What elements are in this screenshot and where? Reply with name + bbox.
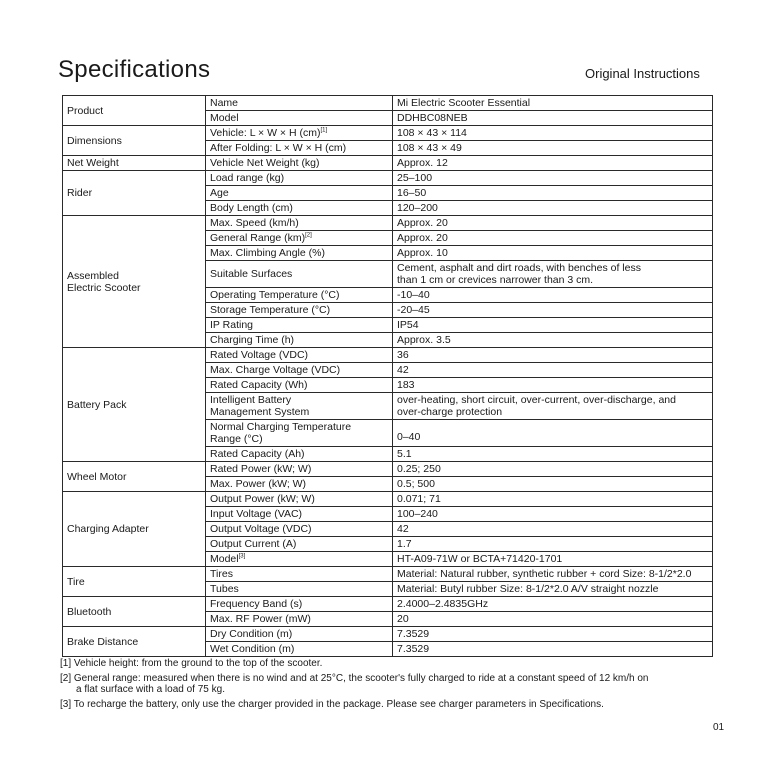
- spec-item-cell: [206, 186, 393, 201]
- spec-item-label: Output Voltage (VDC): [210, 523, 312, 535]
- group-label: Rider: [63, 171, 206, 216]
- table-row: [63, 567, 713, 582]
- spec-item-cell: [206, 231, 393, 246]
- group-label: Wheel Motor: [63, 462, 206, 492]
- spec-item-cell: [206, 612, 393, 627]
- spec-item-cell: [206, 537, 393, 552]
- spec-item-cell: [206, 333, 393, 348]
- spec-item-label: Rated Capacity (Wh): [210, 379, 308, 391]
- spec-item-cell: [206, 156, 393, 171]
- table-row: [63, 627, 713, 642]
- spec-item-cell: [206, 303, 393, 318]
- footnote-continuation: a flat surface with a load of 75 kg.: [76, 684, 225, 695]
- footnote-marker: [2]: [60, 672, 72, 684]
- group-label: Brake Distance: [63, 627, 206, 657]
- spec-item-label: Max. Charge Voltage (VDC): [210, 364, 341, 376]
- footnotes: [60, 658, 720, 713]
- spec-item-cell: [206, 642, 393, 657]
- spec-value: Mi Electric Scooter Essential: [393, 96, 713, 111]
- spec-item-cell: [206, 171, 393, 186]
- footnote: [60, 673, 720, 696]
- spec-item-cell: [206, 378, 393, 393]
- table-row: [63, 216, 713, 231]
- spec-item-cell: [206, 393, 393, 420]
- footnote-marker: [3]: [238, 553, 246, 560]
- spec-item-cell: [206, 216, 393, 231]
- spec-item-cell: [206, 477, 393, 492]
- spec-value: Approx. 20: [393, 231, 713, 246]
- table-row: [63, 597, 713, 612]
- spec-value: Approx. 3.5: [393, 333, 713, 348]
- spec-item-cell: [206, 261, 393, 288]
- spec-value: 0.5; 500: [393, 477, 713, 492]
- spec-value: Cement, asphalt and dirt roads, with benches of less than 1 cm or crevices narrower than 3 cm.: [393, 261, 713, 288]
- spec-item-cell: [206, 111, 393, 126]
- spec-value: 0.071; 71: [393, 492, 713, 507]
- spec-item-label: Model: [210, 112, 239, 124]
- spec-item-cell: [206, 507, 393, 522]
- table-row: [63, 156, 713, 171]
- spec-value: Material: Butyl rubber Size: 8-1/2*2.0 A/V straight nozzle: [393, 582, 713, 597]
- spec-item-cell: [206, 318, 393, 333]
- spec-value: 7.3529: [393, 627, 713, 642]
- spec-item-cell: [206, 627, 393, 642]
- spec-item-label: Intelligent Battery Management System: [210, 394, 310, 418]
- spec-item-label: Max. Speed (km/h): [210, 217, 299, 229]
- spec-item-cell: [206, 462, 393, 477]
- spec-item-label: Body Length (cm): [210, 202, 293, 214]
- spec-item-label: Vehicle: L × W × H (cm): [210, 127, 321, 139]
- spec-value: 108 × 43 × 49: [393, 141, 713, 156]
- spec-item-cell: [206, 288, 393, 303]
- spec-item-label: General Range (km): [210, 232, 306, 244]
- footnote-marker: [1]: [320, 127, 328, 134]
- group-label: Bluetooth: [63, 597, 206, 627]
- spec-item-cell: [206, 567, 393, 582]
- spec-item-cell: [206, 363, 393, 378]
- spec-value: 183: [393, 378, 713, 393]
- spec-value: DDHBC08NEB: [393, 111, 713, 126]
- spec-value: 0.25; 250: [393, 462, 713, 477]
- spec-value: Approx. 20: [393, 216, 713, 231]
- table-row: [63, 171, 713, 186]
- spec-item-label: Input Voltage (VAC): [210, 508, 303, 520]
- page-subtitle: Original Instructions: [585, 66, 700, 81]
- group-label: Tire: [63, 567, 206, 597]
- table-row: [63, 492, 713, 507]
- spec-value: -20–45: [393, 303, 713, 318]
- table-row: [63, 462, 713, 477]
- spec-item-label: Operating Temperature (°C): [210, 289, 340, 301]
- spec-item-label: After Folding: L × W × H (cm): [210, 142, 347, 154]
- spec-item-label: Name: [210, 97, 239, 109]
- group-label: Charging Adapter: [63, 492, 206, 567]
- spec-item-cell: [206, 96, 393, 111]
- footnote: [60, 699, 720, 711]
- spec-item-cell: [206, 201, 393, 216]
- spec-value: HT-A09-71W or BCTA+71420-1701: [393, 552, 713, 567]
- spec-item-cell: [206, 126, 393, 141]
- spec-value: 100–240: [393, 507, 713, 522]
- spec-item-label: Output Current (A): [210, 538, 297, 550]
- group-label: Net Weight: [63, 156, 206, 171]
- spec-value: 42: [393, 363, 713, 378]
- spec-item-cell: [206, 582, 393, 597]
- spec-item-cell: [206, 141, 393, 156]
- page-number: 01: [713, 722, 725, 733]
- spec-item-label: Suitable Surfaces: [210, 268, 293, 280]
- spec-value: 16–50: [393, 186, 713, 201]
- spec-item-label: Max. Climbing Angle (%): [210, 247, 325, 259]
- spec-item-label: Dry Condition (m): [210, 628, 293, 640]
- spec-item-label: Rated Power (kW; W): [210, 463, 312, 475]
- spec-value: 2.4000–2.4835GHz: [393, 597, 713, 612]
- group-label: Battery Pack: [63, 348, 206, 462]
- table-row: [63, 96, 713, 111]
- spec-item-cell: [206, 420, 393, 447]
- spec-value: over-heating, short circuit, over-current, over-discharge, and over-charge protection: [393, 393, 713, 420]
- footnote-marker: [2]: [305, 232, 312, 239]
- spec-value: 25–100: [393, 171, 713, 186]
- spec-value: 5.1: [393, 447, 713, 462]
- spec-item-cell: [206, 522, 393, 537]
- spec-item-label: Load range (kg): [210, 172, 285, 184]
- footnote-marker: [1]: [60, 658, 72, 669]
- spec-item-label: Model: [210, 553, 239, 565]
- spec-value: 1.7: [393, 537, 713, 552]
- spec-value: Material: Natural rubber, synthetic rubber + cord Size: 8-1/2*2.0: [393, 567, 713, 582]
- spec-item-cell: [206, 447, 393, 462]
- spec-table-body: [63, 96, 713, 657]
- spec-item-label: Age: [210, 187, 229, 199]
- spec-value: 120–200: [393, 201, 713, 216]
- table-row: [63, 126, 713, 141]
- spec-value: -10–40: [393, 288, 713, 303]
- spec-value: 7.3529: [393, 642, 713, 657]
- spec-item-label: Rated Voltage (VDC): [210, 349, 309, 361]
- spec-value: 42: [393, 522, 713, 537]
- footnote-text: Vehicle height: from the ground to the top of the scooter.: [73, 658, 323, 669]
- table-row: [63, 348, 713, 363]
- spec-item-label: Output Power (kW; W): [210, 493, 315, 505]
- spec-value: 108 × 43 × 114: [393, 126, 713, 141]
- spec-item-label: Storage Temperature (°C): [210, 304, 331, 316]
- group-label: Dimensions: [63, 126, 206, 156]
- spec-item-cell: [206, 492, 393, 507]
- spec-item-cell: [206, 552, 393, 567]
- page-title: Specifications: [58, 56, 211, 83]
- spec-item-label: Tubes: [210, 583, 239, 595]
- footnote-marker: [3]: [60, 698, 72, 710]
- footnote-text: General range: measured when there is no wind and at 25°C, the scooter's fully charged to ride at a constant speed of 12 km/h on: [73, 672, 649, 684]
- spec-item-cell: [206, 597, 393, 612]
- spec-table: [62, 95, 713, 657]
- spec-item-label: Normal Charging Temperature Range (°C): [210, 421, 352, 445]
- footnote: [60, 658, 720, 670]
- spec-value: 36: [393, 348, 713, 363]
- spec-item-label: Max. Power (kW; W): [210, 478, 307, 490]
- spec-value: IP54: [393, 318, 713, 333]
- spec-item-cell: [206, 246, 393, 261]
- spec-item-label: Wet Condition (m): [210, 643, 295, 655]
- spec-value: Approx. 10: [393, 246, 713, 261]
- spec-item-label: Vehicle Net Weight (kg): [210, 157, 320, 169]
- spec-item-label: Tires: [210, 568, 233, 580]
- spec-item-label: IP Rating: [210, 319, 253, 331]
- spec-item-label: Max. RF Power (mW): [210, 613, 311, 625]
- spec-value: 0–40: [393, 420, 713, 447]
- spec-value: Approx. 12: [393, 156, 713, 171]
- spec-value: 20: [393, 612, 713, 627]
- spec-item-label: Frequency Band (s): [210, 598, 303, 610]
- footnote-text: To recharge the battery, only use the charger provided in the package. Please see charger parameters in Specifications.: [73, 698, 604, 710]
- group-label: Assembled Electric Scooter: [63, 216, 206, 348]
- spec-item-label: Rated Capacity (Ah): [210, 448, 305, 460]
- spec-item-cell: [206, 348, 393, 363]
- spec-item-label: Charging Time (h): [210, 334, 295, 346]
- group-label: Product: [63, 96, 206, 126]
